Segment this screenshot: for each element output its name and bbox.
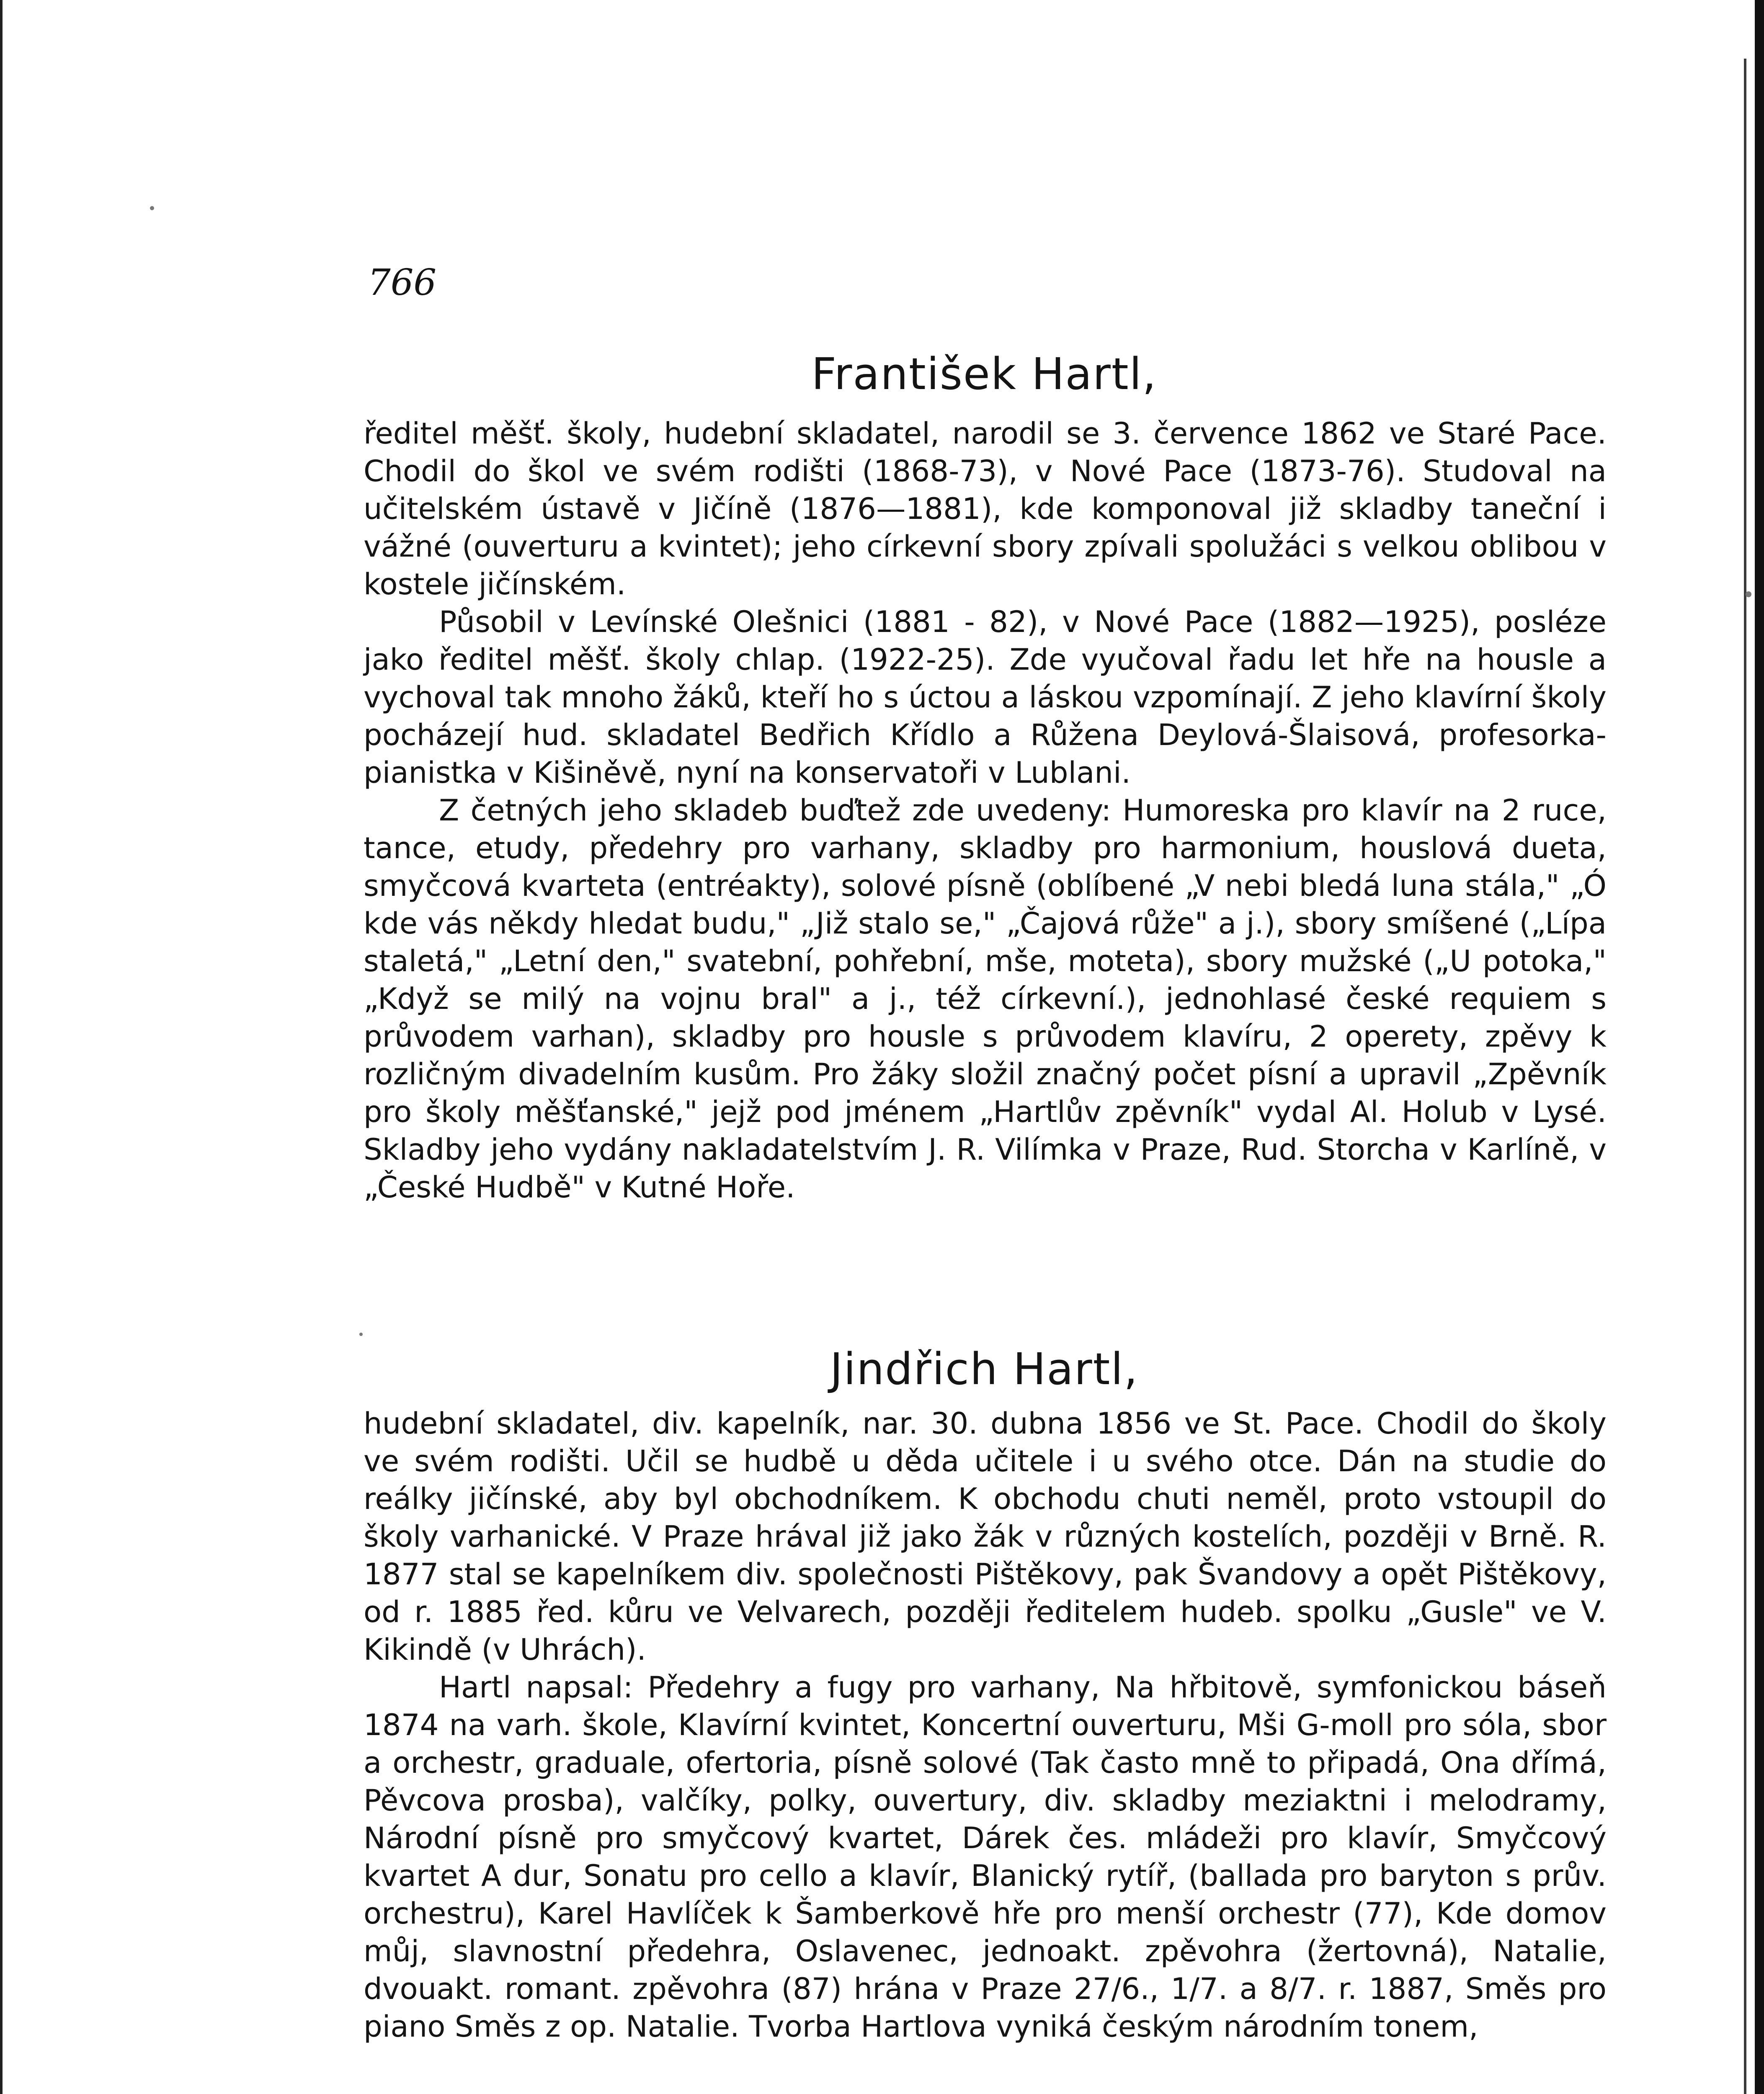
scan-speck	[150, 206, 154, 210]
entry-title-frantisek-hartl: František Hartl,	[811, 348, 1157, 400]
entry-body-jindrich-hartl	[364, 1405, 1607, 2045]
paragraph: Působil v Levínské Olešnici (1881 - 82), v Nové Pace (1882—1925), posléze jako ředitel měšť. školy chlap. (1922-25). Zde vyučoval řadu let hře na housle a vychoval tak mnoho žáků, kteří ho s úctou a láskou vzpomínají. Z jeho klavírní školy pocházejí hud. skladatel Bedřich Křídlo a Růžena Deylová-Šlaisová, profesorka-pianistka v Kišiněvě, nyní na konservatoři v Lublani.	[364, 605, 1607, 790]
paragraph: hudební skladatel, div. kapelník, nar. 30. dubna 1856 ve St. Pace. Chodil do školy ve svém rodišti. Učil se hudbě u děda učitele i u svého otce. Dán na studie do reálky jičínské, aby byl obchodníkem. K obchodu chuti neměl, proto vstoupil do školy varhanické. V Praze hrával již jako žák v různých kostelích, později v Brně. R. 1877 stal se kapelníkem div. společnosti Pištěkovy, pak Švandovy a opět Pištěkovy, od r. 1885 řed. kůru ve Velvarech, později ředitelem hudeb. spolku „Gusle" ve V. Kikindě (v Uhrách).	[364, 1406, 1607, 1667]
entry-body-frantisek-hartl	[364, 415, 1607, 1206]
paragraph: ředitel měšť. školy, hudební skladatel, narodil se 3. července 1862 ve Staré Pace. Chodil do škol ve svém rodišti (1868-73), v Nové Pace (1873-76). Studoval na učitelském ústavě v Jičíně (1876—1881), kde komponoval již skladby taneční i vážné (ouverturu a kvintet); jeho církevní sbory zpívali spolužáci s velkou oblibou v kostele jičínském.	[364, 416, 1607, 601]
scan-edge-shadow	[1744, 59, 1746, 2094]
paragraph: Z četných jeho skladeb buďtež zde uvedeny: Humoreska pro klavír na 2 ruce, tance, etudy, předehry pro varhany, skladby pro harmonium, houslová dueta, smyčcová kvarteta (entréakty), solové písně (oblíbené „V nebi bledá luna stála," „Ó kde vás někdy hledat budu," „Již stalo se," „Čajová růže" a j.), sbory smíšené („Lípa staletá," „Letní den," svatební, pohřební, mše, moteta), sbory mužské („U potoka," „Když se milý na vojnu bral" a j., též církevní.), jednohlasé české requiem s průvodem varhan), skladby pro housle s průvodem klavíru, 2 operety, zpěvy k rozličným divadelním kusům. Pro žáky složil značný počet písní a upravil „Zpěvník pro školy měšťanské," jejž pod jménem „Hartlův zpěvník" vydal Al. Holub v Lysé. Skladby jeho vydány nakladatelstvím J. R. Vilímka v Praze, Rud. Storcha v Karlíně, v „České Hudbě" v Kutné Hoře.	[364, 793, 1607, 1204]
entry-title-jindrich-hartl: Jindřich Hartl,	[830, 1344, 1139, 1395]
scan-edge-right	[1755, 0, 1764, 2094]
scan-edge-left	[0, 0, 3, 2094]
page-number: 766	[368, 262, 437, 304]
scan-speck	[1746, 591, 1751, 597]
scan-speck	[359, 1333, 363, 1336]
paragraph: Hartl napsal: Předehry a fugy pro varhany, Na hřbitově, symfonickou báseň 1874 na varh. škole, Klavírní kvintet, Koncertní ouverturu, Mši G-moll pro sóla, sbor a orchestr, graduale, ofertoria, písně solové (Tak často mně to připadá, Ona dřímá, Pěvcova prosba), valčíky, polky, ouvertury, div. skladby meziaktni i melodramy, Národní písně pro smyčcový kvartet, Dárek čes. mládeži pro klavír, Smyčcový kvartet A dur, Sonatu pro cello a klavír, Blanický rytíř, (ballada pro baryton s prův. orchestru), Karel Havlíček k Šamberkově hře pro menší orchestr (77), Kde domov můj, slavnostní předehra, Oslavenec, jednoakt. zpěvohra (žertovná), Natalie, dvouakt. romant. zpěvohra (87) hrána v Praze 27/6., 1/7. a 8/7. r. 1887, Směs pro piano Směs z op. Natalie. Tvorba Hartlova vyniká českým národním tonem,	[364, 1670, 1607, 2044]
